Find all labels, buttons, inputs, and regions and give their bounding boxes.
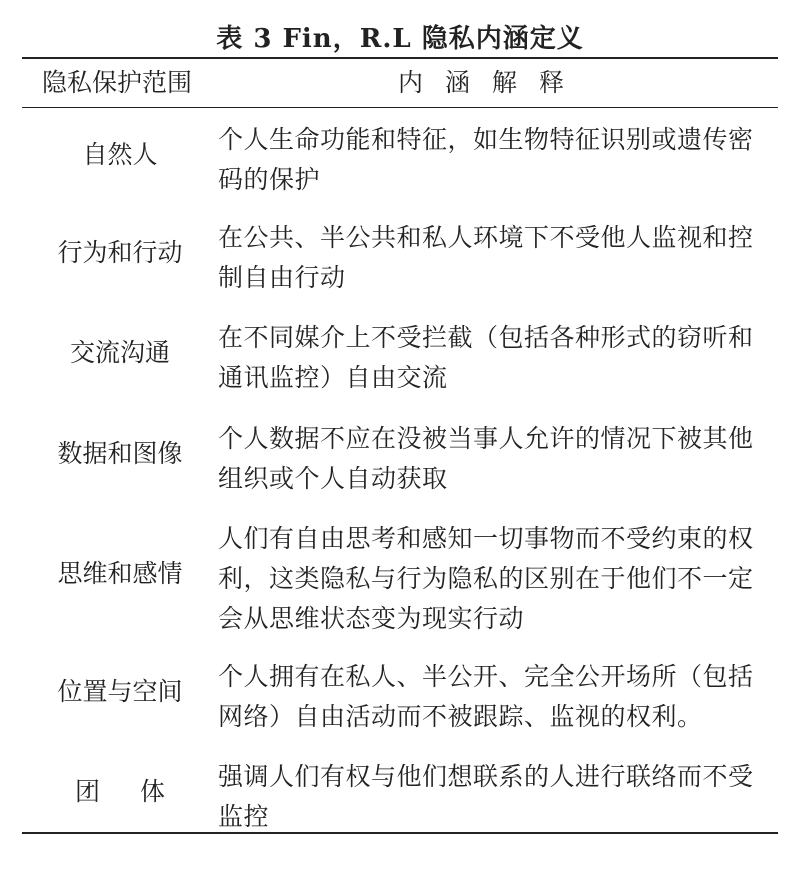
top-rule xyxy=(22,57,778,59)
row-description: 个人数据不应在没被当事人允许的情况下被其他组织或个人自动获取 xyxy=(218,424,754,493)
row-description: 个人拥有在私人、半公开、完全公开场所（包括网络）自由活动而不被跟踪、监视的权利。 xyxy=(218,662,754,731)
bottom-rule xyxy=(22,832,778,834)
row-category: 自然人 xyxy=(82,140,158,169)
header-scope: 隐私保护范围 xyxy=(42,68,193,97)
row-category: 团体 xyxy=(74,777,205,806)
table-title: 表 3 Fin，R.L 隐私内涵定义 xyxy=(216,24,584,54)
row-description: 在公共、半公共和私人环境下不受他人监视和控制自由行动 xyxy=(218,223,754,292)
header-explanation: 内涵解释 xyxy=(398,68,587,97)
row-description: 强调人们有权与他们想联系的人进行联络而不受监控 xyxy=(218,762,754,831)
row-description: 人们有自由思考和感知一切事物而不受约束的权利，这类隐私与行为隐私的区别在于他们不一定会从思维状态变为现实行动 xyxy=(218,524,754,633)
row-category: 数据和图像 xyxy=(57,439,183,468)
row-category: 思维和感情 xyxy=(57,559,183,588)
row-description: 在不同媒介上不受拦截（包括各种形式的窃听和通讯监控）自由交流 xyxy=(218,323,754,392)
row-category: 交流沟通 xyxy=(69,338,170,367)
header-rule xyxy=(22,107,778,108)
row-category: 行为和行动 xyxy=(57,238,183,267)
row-category: 位置与空间 xyxy=(57,677,183,706)
row-description: 个人生命功能和特征，如生物特征识别或遗传密码的保护 xyxy=(218,125,754,194)
